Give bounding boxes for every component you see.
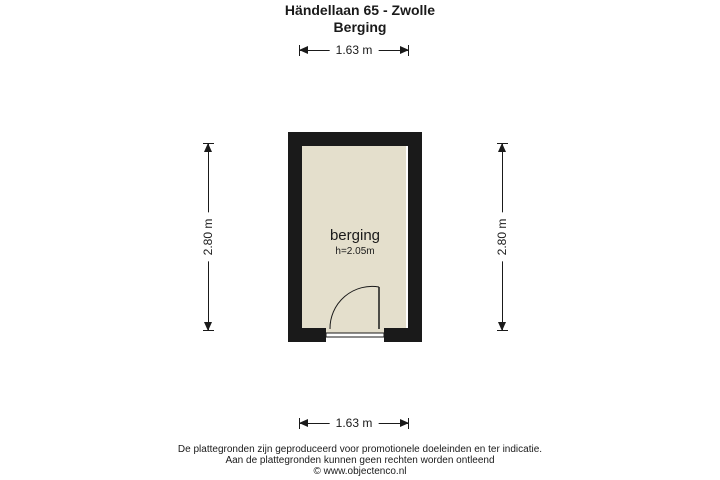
arrow-right-icon [400, 419, 409, 427]
arrow-up-icon [204, 143, 212, 152]
wall-bottom-left [288, 328, 326, 342]
disclaimer-line: Aan de plattegronden kunnen geen rechten worden ontleend [225, 455, 495, 466]
arrow-left-icon [299, 419, 308, 427]
door-threshold [326, 333, 384, 337]
arrow-right-icon [400, 46, 409, 54]
room-name: berging [329, 227, 381, 244]
plan-subtitle: Berging [333, 19, 387, 35]
top-width-dimension [299, 43, 409, 57]
right-height-dimension [495, 143, 509, 331]
bottom-width-dimension [299, 416, 409, 430]
top-width-label: 1.63 m [330, 42, 379, 58]
wall-top [288, 132, 422, 146]
copyright-line: © www.objectenco.nl [313, 466, 407, 477]
arrow-up-icon [498, 143, 506, 152]
arrow-down-icon [204, 322, 212, 331]
disclaimer-line: De plattegronden zijn geproduceerd voor promotionele doeleinden en ter indicatie. [177, 444, 543, 455]
left-height-label: 2.80 m [201, 213, 215, 262]
room-height: h=2.05m [335, 246, 375, 257]
bottom-width-label: 1.63 m [330, 415, 379, 431]
left-height-dimension [201, 143, 215, 331]
arrow-down-icon [498, 322, 506, 331]
right-height-label: 2.80 m [495, 213, 509, 262]
arrow-left-icon [299, 46, 308, 54]
plan-title: Händellaan 65 - Zwolle [284, 2, 436, 18]
wall-bottom-right [384, 328, 422, 342]
